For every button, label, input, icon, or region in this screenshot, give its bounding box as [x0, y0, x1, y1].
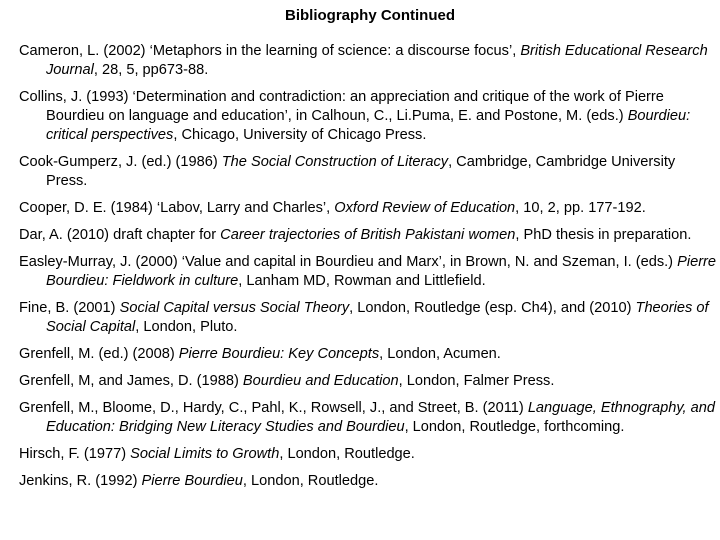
entry-text: , Chicago, University of Chicago Press. [173, 127, 427, 143]
bibliography-entry [19, 253, 719, 291]
italic-title-text: The Social Construction of Literacy [221, 154, 449, 170]
bibliography-list [19, 42, 719, 499]
entry-text: Dar, A. (2010) draft chapter for [19, 227, 221, 243]
entry-text: , London, Falmer Press. [398, 373, 555, 389]
italic-title-text: Theories of Social Capital [46, 300, 709, 335]
bibliography-entry [19, 472, 719, 491]
italic-title-text: Pierre Bourdieu [141, 473, 243, 489]
entry-text: , London, Acumen. [379, 346, 501, 362]
entry-text: , London, Pluto. [135, 319, 238, 335]
entry-text: Collins, J. (1993) ‘Determination and contradiction: an appreciation and critique of the work of Pierre Bourdieu on language and education’, in Calhoun, C., Li.Puma, E. and Postone, M. (eds.) [19, 89, 664, 124]
entry-text: Jenkins, R. (1992) [19, 473, 142, 489]
entry-text: Easley-Murray, J. (2000) ‘Value and capital in Bourdieu and Marx’, in Brown, N. and Szeman, I. (eds.) [19, 254, 678, 270]
entry-text: Grenfell, M, and James, D. (1988) [19, 373, 243, 389]
italic-title-text: Career trajectories of British Pakistani women [220, 227, 516, 243]
entry-text: Grenfell, M. (ed.) (2008) [19, 346, 179, 362]
bibliography-entry [19, 88, 719, 145]
entry-text: , London, Routledge, forthcoming. [404, 419, 625, 435]
italic-title-text: Bourdieu and Education [242, 373, 399, 389]
entry-text: , 10, 2, pp. 177-192. [515, 200, 646, 216]
entry-text: , Cambridge, Cambridge University Press. [46, 154, 676, 189]
italic-title-text: Language, Ethnography, and Education: Bridging New Literacy Studies and Bourdieu [46, 400, 715, 435]
bibliography-entry [19, 199, 719, 218]
entry-text: , Lanham MD, Rowman and Littlefield. [238, 273, 486, 289]
italic-title-text: Oxford Review of Education [334, 200, 516, 216]
entry-text: , 28, 5, pp673-88. [93, 62, 209, 78]
italic-title-text: British Educational Research Journal [46, 43, 708, 78]
bibliography-entry [19, 372, 719, 391]
bibliography-entry [19, 299, 719, 337]
bibliography-entry [19, 399, 719, 437]
entry-text: Hirsch, F. (1977) [19, 446, 131, 462]
entry-text: , London, Routledge (esp. Ch4), and (2010) [349, 300, 636, 316]
entry-text: Cook-Gumperz, J. (ed.) (1986) [19, 154, 222, 170]
entry-text: Fine, B. (2001) [19, 300, 120, 316]
bibliography-entry [19, 345, 719, 364]
entry-text: Cooper, D. E. (1984) ‘Labov, Larry and Charles’, [19, 200, 335, 216]
bibliography-entry [19, 153, 719, 191]
italic-title-text: Social Limits to Growth [130, 446, 280, 462]
italic-title-text: Pierre Bourdieu: Fieldwork in culture [46, 254, 717, 289]
italic-title-text: Pierre Bourdieu: Key Concepts [178, 346, 380, 362]
italic-title-text: Bourdieu: critical perspectives [46, 108, 691, 143]
italic-title-text: Social Capital versus Social Theory [119, 300, 350, 316]
entry-text: Cameron, L. (2002) ‘Metaphors in the learning of science: a discourse focus’, [19, 43, 521, 59]
bibliography-entry [19, 226, 719, 245]
page-title: Bibliography Continued [285, 7, 455, 24]
entry-text: Grenfell, M., Bloome, D., Hardy, C., Pahl, K., Rowsell, J., and Street, B. (2011) [19, 400, 528, 416]
entry-text: , London, Routledge. [242, 473, 379, 489]
entry-text: , PhD thesis in preparation. [515, 227, 692, 243]
bibliography-entry [19, 445, 719, 464]
entry-text: , London, Routledge. [279, 446, 415, 462]
bibliography-entry [19, 42, 719, 80]
